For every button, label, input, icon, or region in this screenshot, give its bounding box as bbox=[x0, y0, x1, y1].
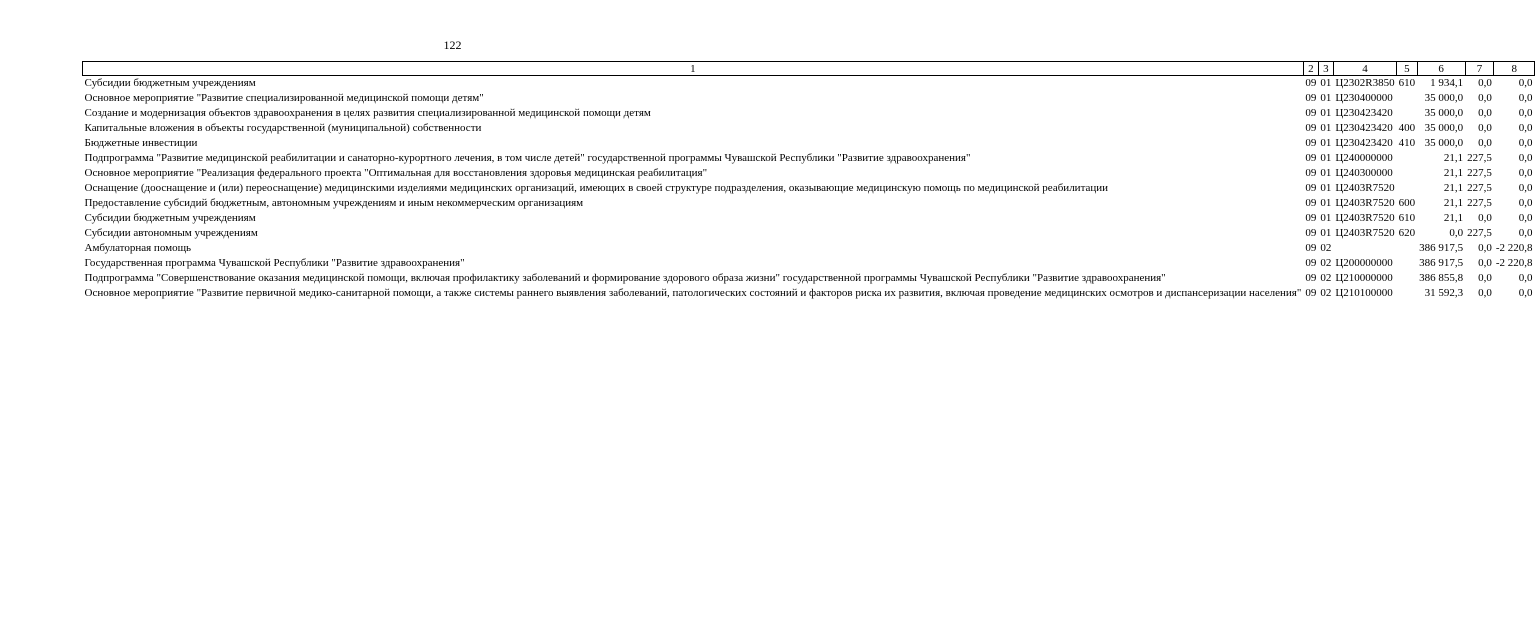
row-target-code: Ц210000000 bbox=[1335, 272, 1393, 284]
row-name: Субсидии бюджетным учреждениям bbox=[84, 212, 256, 224]
row-amount-8: 0,0 bbox=[1518, 272, 1533, 284]
row-amount-7: 227,5 bbox=[1467, 182, 1492, 194]
header-col-1: 1 bbox=[83, 62, 1304, 76]
row-target-code: Ц2302R3850 bbox=[1335, 77, 1395, 89]
row-amount-6: 35 000,0 bbox=[1424, 92, 1464, 104]
row-amount-6: 31 592,3 bbox=[1424, 287, 1464, 299]
table-row bbox=[83, 136, 1535, 151]
row-name: Бюджетные инвестиции bbox=[84, 137, 198, 149]
row-section: 09 bbox=[1305, 122, 1317, 134]
row-amount-7: 0,0 bbox=[1478, 107, 1492, 119]
row-amount-6: 21,1 bbox=[1443, 167, 1464, 179]
row-name: Основное мероприятие "Развитие специализированной медицинской помощи детям" bbox=[84, 92, 484, 104]
table-header-row bbox=[83, 62, 1535, 76]
budget-table bbox=[82, 61, 1535, 301]
row-expense-type bbox=[1397, 91, 1418, 106]
page-number: 122 bbox=[443, 38, 462, 52]
row-target-code: Ц230400000 bbox=[1335, 92, 1393, 104]
row-amount-7: 0,0 bbox=[1478, 122, 1492, 134]
row-target-code: Ц240000000 bbox=[1335, 152, 1393, 164]
table-row bbox=[83, 241, 1535, 256]
row-amount-7: 0,0 bbox=[1478, 92, 1492, 104]
row-amount-8: 0,0 bbox=[1518, 77, 1533, 89]
row-amount-7: 0,0 bbox=[1478, 77, 1492, 89]
row-amount-8: 0,0 bbox=[1518, 182, 1533, 194]
row-expense-type bbox=[1397, 271, 1418, 286]
row-subsection: 01 bbox=[1320, 107, 1332, 119]
row-target-code: Ц2403R7520 bbox=[1335, 197, 1395, 209]
table-row bbox=[83, 256, 1535, 271]
table-row bbox=[83, 151, 1535, 166]
row-section: 09 bbox=[1305, 212, 1317, 224]
row-subsection: 02 bbox=[1320, 287, 1332, 299]
row-amount-6: 35 000,0 bbox=[1424, 107, 1464, 119]
row-target-code: Ц230423420 bbox=[1335, 107, 1393, 119]
row-name: Амбулаторная помощь bbox=[84, 242, 192, 254]
header-col-2: 2 bbox=[1303, 62, 1318, 76]
row-amount-8: 0,0 bbox=[1518, 197, 1533, 209]
row-section: 09 bbox=[1305, 107, 1317, 119]
row-expense-type bbox=[1397, 256, 1418, 271]
row-amount-8: 0,0 bbox=[1518, 137, 1533, 149]
row-name: Оснащение (дооснащение и (или) переоснащение) медицинскими изделиями медицинских организаций, имеющих в своей структуре подразделения, оказывающие медицинскую помощь по медицинской реабилитации bbox=[84, 182, 1109, 194]
table-row bbox=[83, 286, 1535, 301]
row-amount-6: 21,1 bbox=[1443, 152, 1464, 164]
row-amount-8: 0,0 bbox=[1518, 167, 1533, 179]
row-target-code: Ц230423420 bbox=[1335, 137, 1393, 149]
row-name: Субсидии автономным учреждениям bbox=[84, 227, 258, 239]
row-expense-type bbox=[1397, 106, 1418, 121]
row-amount-6: 21,1 bbox=[1443, 182, 1464, 194]
row-amount-7: 0,0 bbox=[1478, 272, 1492, 284]
row-target-code: Ц200000000 bbox=[1335, 257, 1393, 269]
table-row bbox=[83, 211, 1535, 226]
row-subsection: 01 bbox=[1320, 227, 1332, 239]
row-expense-type: 610 bbox=[1398, 77, 1416, 89]
row-section: 09 bbox=[1305, 257, 1317, 269]
row-expense-type bbox=[1397, 181, 1418, 196]
row-name: Предоставление субсидий бюджетным, автономным учреждениям и иным некоммерческим организациям bbox=[84, 197, 584, 209]
row-subsection: 01 bbox=[1320, 167, 1332, 179]
row-expense-type bbox=[1397, 151, 1418, 166]
row-expense-type bbox=[1397, 286, 1418, 301]
row-subsection: 02 bbox=[1320, 257, 1332, 269]
row-subsection: 01 bbox=[1320, 137, 1332, 149]
table-row bbox=[83, 106, 1535, 121]
row-amount-8: 0,0 bbox=[1518, 212, 1533, 224]
row-subsection: 01 bbox=[1320, 77, 1332, 89]
row-name: Государственная программа Чувашской Республики "Развитие здравоохранения" bbox=[84, 257, 465, 269]
row-amount-8: -2 220,8 bbox=[1495, 242, 1533, 254]
row-name: Подпрограмма "Совершенствование оказания медицинской помощи, включая профилактику заболеваний и формирование здорового образа жизни" государственной программы Чувашской Республики "Развитие здравоохранения" bbox=[84, 272, 1166, 284]
header-col-4: 4 bbox=[1333, 62, 1396, 76]
row-amount-6: 0,0 bbox=[1449, 227, 1464, 239]
row-name: Капитальные вложения в объекты государственной (муниципальной) собственности bbox=[84, 122, 482, 134]
header-col-8: 8 bbox=[1494, 62, 1535, 76]
row-section: 09 bbox=[1305, 272, 1317, 284]
row-amount-8: -2 220,8 bbox=[1495, 257, 1533, 269]
row-amount-6: 1 934,1 bbox=[1430, 77, 1464, 89]
row-section: 09 bbox=[1305, 77, 1317, 89]
table-row bbox=[83, 196, 1535, 211]
row-subsection: 01 bbox=[1320, 122, 1332, 134]
row-amount-6: 35 000,0 bbox=[1424, 122, 1464, 134]
row-section: 09 bbox=[1305, 92, 1317, 104]
row-subsection: 01 bbox=[1320, 197, 1332, 209]
row-name: Создание и модернизация объектов здравоохранения в целях развития специализированной медицинской помощи детям bbox=[84, 107, 651, 119]
table-row bbox=[83, 121, 1535, 136]
row-subsection: 01 bbox=[1320, 182, 1332, 194]
row-expense-type: 400 bbox=[1398, 122, 1416, 134]
row-section: 09 bbox=[1305, 242, 1317, 254]
row-amount-7: 227,5 bbox=[1467, 197, 1492, 209]
row-subsection: 01 bbox=[1320, 92, 1332, 104]
row-subsection: 01 bbox=[1320, 212, 1332, 224]
row-target-code: Ц2403R7520 bbox=[1335, 227, 1395, 239]
row-expense-type: 600 bbox=[1398, 197, 1416, 209]
header-col-7: 7 bbox=[1465, 62, 1494, 76]
row-amount-7: 227,5 bbox=[1467, 152, 1492, 164]
table-row bbox=[83, 181, 1535, 196]
row-section: 09 bbox=[1305, 197, 1317, 209]
row-name: Подпрограмма "Развитие медицинской реабилитации и санаторно-курортного лечения, в том числе детей" государственной программы Чувашской Республики "Развитие здравоохранения" bbox=[84, 152, 971, 164]
row-section: 09 bbox=[1305, 167, 1317, 179]
row-amount-6: 21,1 bbox=[1443, 212, 1464, 224]
row-section: 09 bbox=[1305, 152, 1317, 164]
row-subsection: 01 bbox=[1320, 152, 1332, 164]
table-row bbox=[83, 166, 1535, 181]
row-section: 09 bbox=[1305, 227, 1317, 239]
row-target-code: Ц240300000 bbox=[1335, 167, 1393, 179]
header-col-3: 3 bbox=[1318, 62, 1333, 76]
row-amount-8: 0,0 bbox=[1518, 92, 1533, 104]
row-expense-type: 610 bbox=[1398, 212, 1416, 224]
table-row bbox=[83, 91, 1535, 106]
row-subsection: 02 bbox=[1320, 272, 1332, 284]
row-expense-type: 410 bbox=[1398, 137, 1416, 149]
row-expense-type: 620 bbox=[1398, 227, 1416, 239]
header-col-5: 5 bbox=[1397, 62, 1418, 76]
row-amount-7: 0,0 bbox=[1478, 212, 1492, 224]
row-subsection: 02 bbox=[1320, 242, 1332, 254]
row-name: Основное мероприятие "Реализация федерального проекта "Оптимальная для восстановления здоровья медицинская реабилитация" bbox=[84, 167, 708, 179]
row-section: 09 bbox=[1305, 137, 1317, 149]
table-row bbox=[83, 271, 1535, 286]
table-body bbox=[83, 76, 1535, 302]
header-col-6: 6 bbox=[1417, 62, 1465, 76]
row-expense-type bbox=[1397, 241, 1418, 256]
row-section: 09 bbox=[1305, 287, 1317, 299]
row-amount-6: 21,1 bbox=[1443, 197, 1464, 209]
row-amount-7: 0,0 bbox=[1478, 242, 1492, 254]
row-amount-8: 0,0 bbox=[1518, 107, 1533, 119]
row-target-code: Ц230423420 bbox=[1335, 122, 1393, 134]
row-name: Основное мероприятие "Развитие первичной медико-санитарной помощи, а также системы раннего выявления заболеваний, патологических состояний и факторов риска их развития, включая проведение медицинских осмотров и диспансеризации населения" bbox=[84, 287, 1302, 299]
row-name: Субсидии бюджетным учреждениям bbox=[84, 77, 256, 89]
row-amount-6: 386 855,8 bbox=[1419, 272, 1464, 284]
row-section: 09 bbox=[1305, 182, 1317, 194]
row-amount-6: 386 917,5 bbox=[1419, 257, 1464, 269]
row-amount-7: 227,5 bbox=[1467, 227, 1492, 239]
table-row bbox=[83, 76, 1535, 92]
row-target-code: Ц210100000 bbox=[1335, 287, 1393, 299]
row-amount-8: 0,0 bbox=[1518, 287, 1533, 299]
row-target-code: Ц2403R7520 bbox=[1335, 182, 1395, 194]
row-amount-7: 0,0 bbox=[1478, 287, 1492, 299]
row-amount-8: 0,0 bbox=[1518, 122, 1533, 134]
row-amount-6: 35 000,0 bbox=[1424, 137, 1464, 149]
table-row bbox=[83, 226, 1535, 241]
row-amount-8: 0,0 bbox=[1518, 227, 1533, 239]
row-target-code bbox=[1333, 241, 1396, 256]
row-amount-7: 0,0 bbox=[1478, 257, 1492, 269]
row-expense-type bbox=[1397, 166, 1418, 181]
row-amount-8: 0,0 bbox=[1518, 152, 1533, 164]
row-target-code: Ц2403R7520 bbox=[1335, 212, 1395, 224]
row-amount-7: 227,5 bbox=[1467, 167, 1492, 179]
row-amount-7: 0,0 bbox=[1478, 137, 1492, 149]
row-amount-6: 386 917,5 bbox=[1419, 242, 1464, 254]
